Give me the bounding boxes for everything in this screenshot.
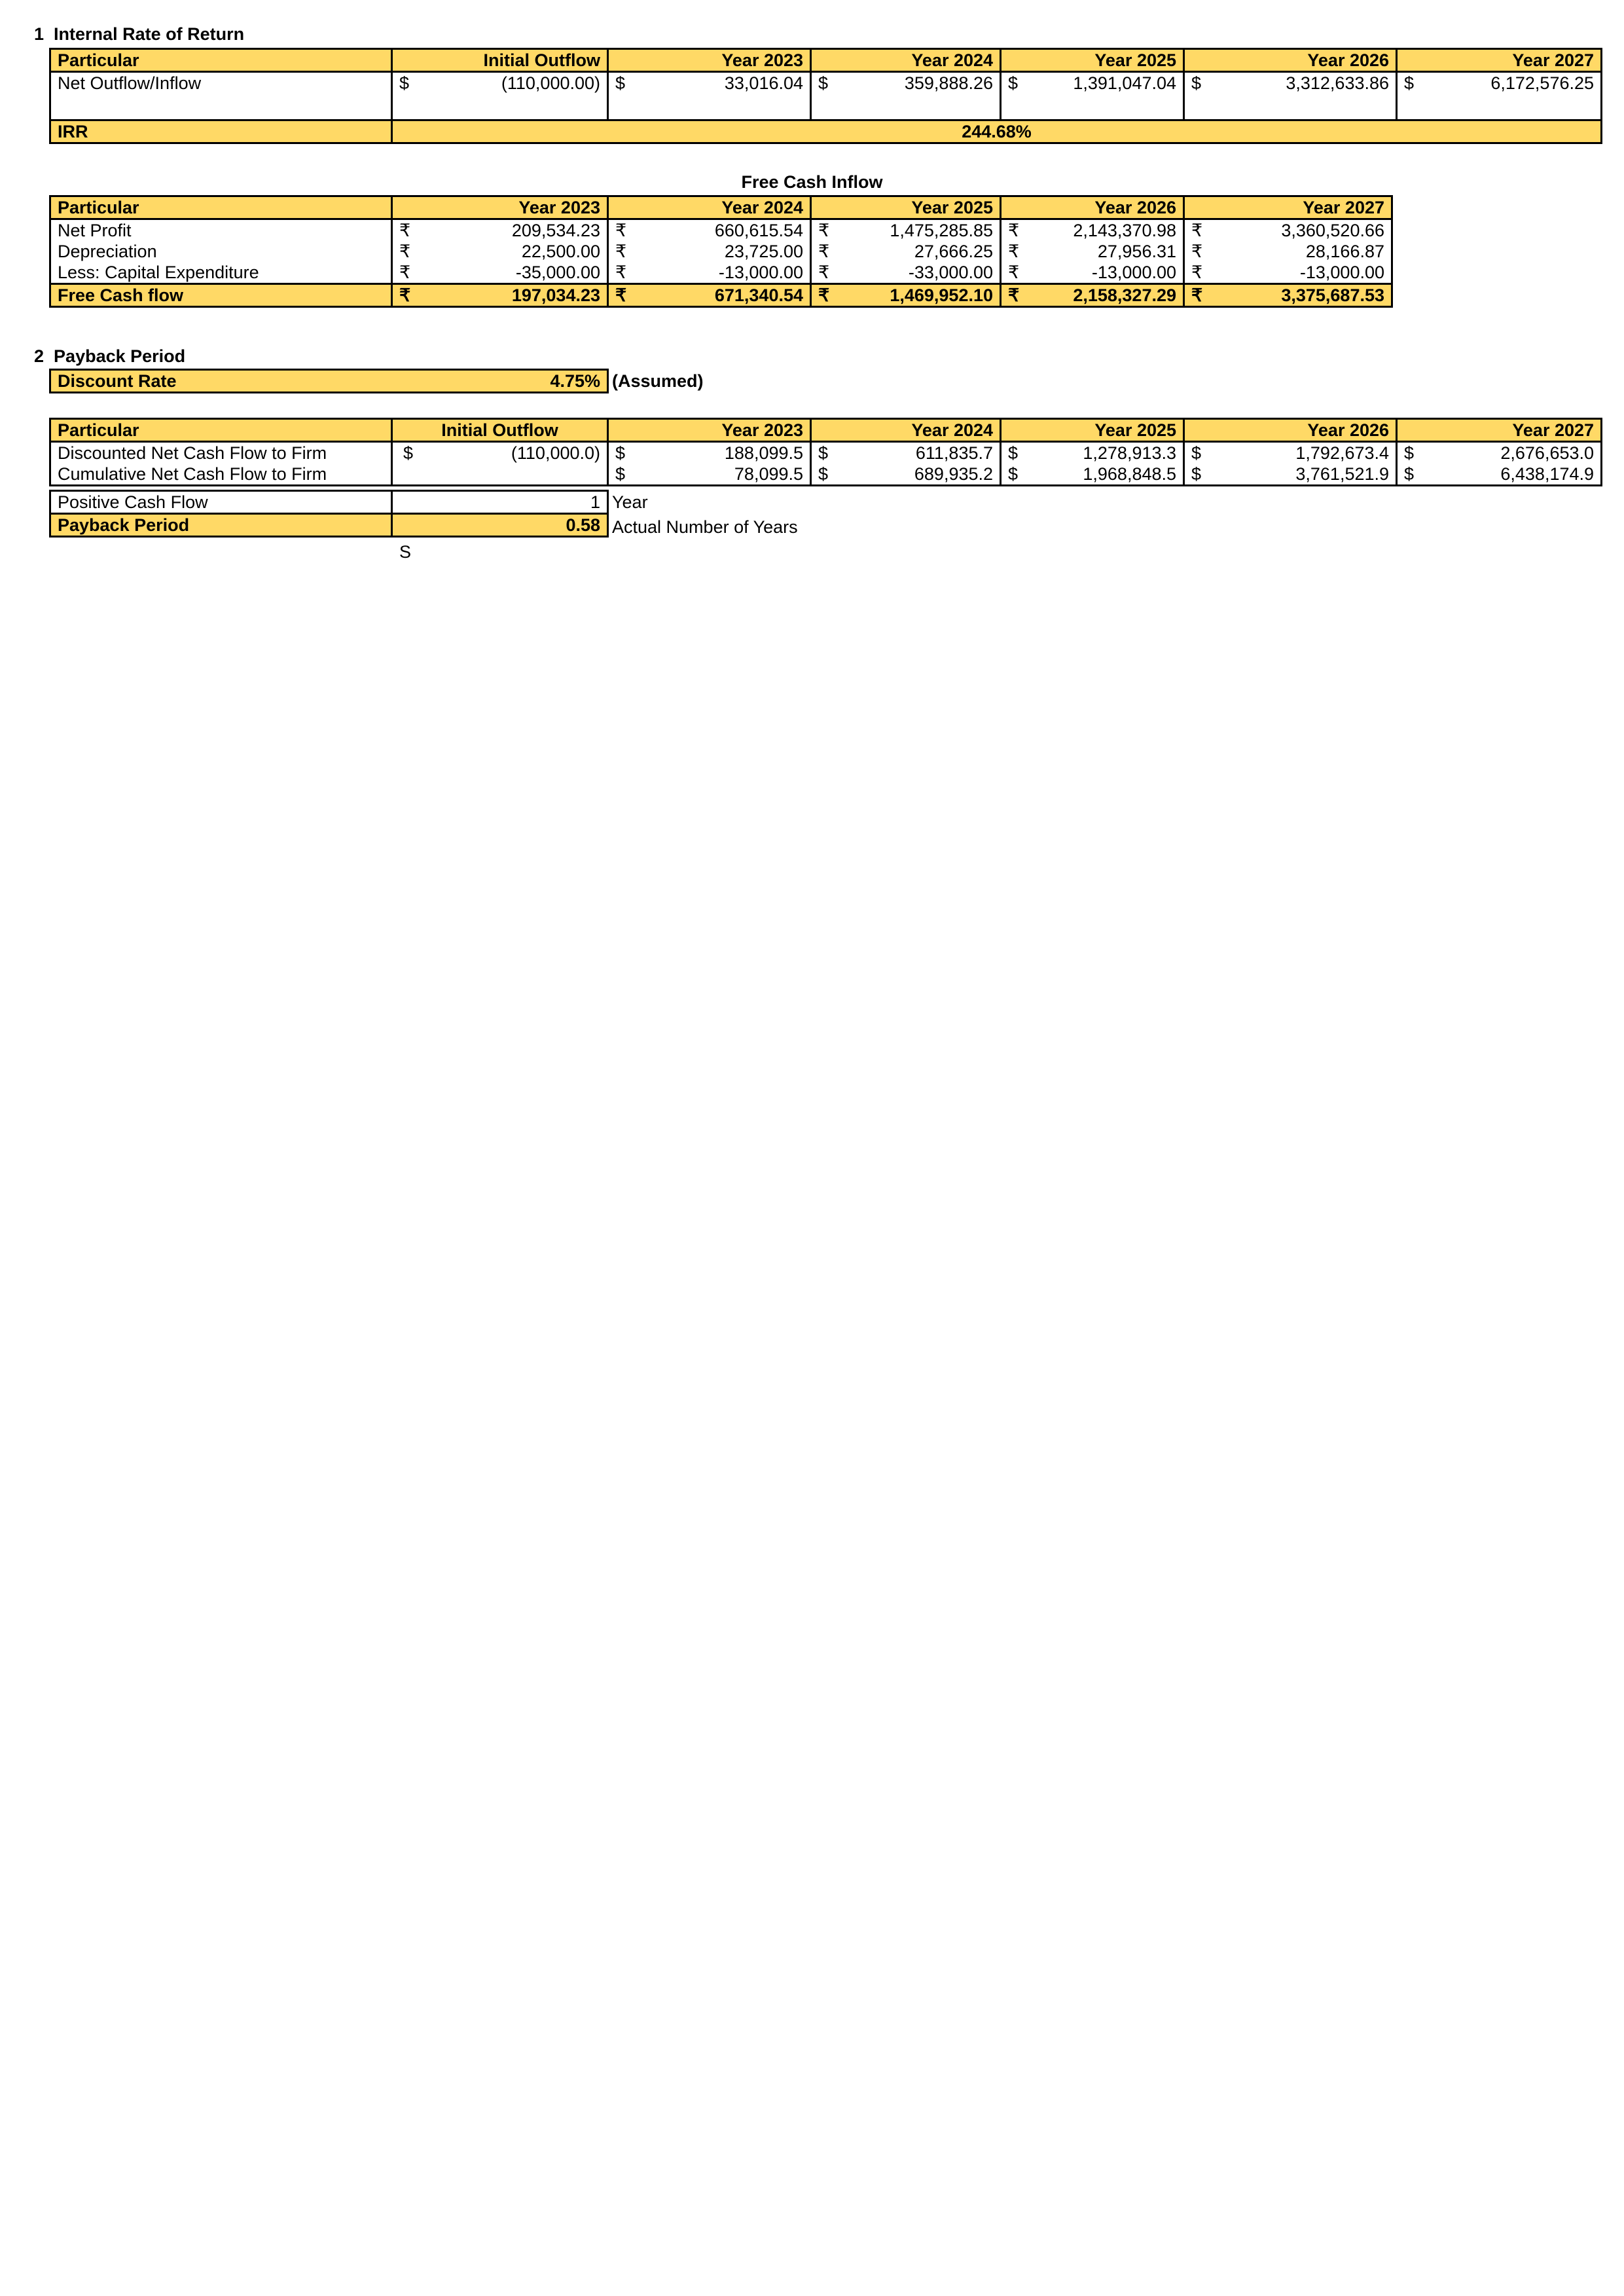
cell-year-2023: 33,016.04: [638, 72, 811, 120]
fcf-header-row: [50, 196, 1392, 219]
payback-discounted-row: [50, 442, 1602, 464]
currency-symbol: $: [392, 72, 422, 120]
cell-year-2023: 188,099.5: [638, 442, 811, 464]
row-label: Free Cash flow: [50, 284, 392, 307]
empty-cell: [392, 464, 422, 486]
section-1-label: Internal Rate of Return: [54, 24, 245, 44]
currency-symbol: ₹: [811, 284, 840, 307]
currency-symbol: $: [1397, 72, 1426, 120]
header-particular: Particular: [50, 196, 392, 219]
header-year-2025: Year 2025: [1001, 49, 1184, 72]
cell-year-2026: -13,000.00: [1030, 262, 1184, 284]
header-year-2025: Year 2025: [1001, 419, 1184, 442]
positive-cash-flow-note: Year: [612, 492, 648, 512]
cell-year-2024: 359,888.26: [840, 72, 1001, 120]
irr-label: IRR: [50, 120, 392, 143]
irr-result-row: [50, 120, 1602, 143]
currency-symbol: ₹: [608, 241, 638, 262]
currency-symbol: $: [1001, 72, 1030, 120]
header-year-2025: Year 2025: [811, 196, 1001, 219]
currency-symbol: ₹: [811, 241, 840, 262]
header-year-2027: Year 2027: [1397, 49, 1602, 72]
positive-cash-flow-row: [50, 491, 608, 514]
cell-year-2025: 1,475,285.85: [840, 219, 1001, 242]
cell-year-2026: 27,956.31: [1030, 241, 1184, 262]
irr-header-row: [50, 49, 1602, 72]
row-label: Net Outflow/Inflow: [50, 72, 392, 120]
cell-year-2024: 660,615.54: [638, 219, 811, 242]
cell-year-2027: 28,166.87: [1214, 241, 1392, 262]
currency-symbol: $: [608, 464, 638, 486]
section-2-title: [34, 346, 185, 367]
currency-symbol: ₹: [811, 219, 840, 242]
currency-symbol: $: [1184, 442, 1214, 464]
currency-symbol: $: [392, 442, 422, 464]
cell-year-2023: -35,000.00: [422, 262, 608, 284]
row-label: Depreciation: [50, 241, 392, 262]
cell-year-2027: 6,438,174.9: [1426, 464, 1602, 486]
header-year-2026: Year 2026: [1184, 49, 1397, 72]
fcf-total-row: [50, 284, 1392, 307]
empty-cell: [422, 464, 608, 486]
cell-year-2026: 2,158,327.29: [1030, 284, 1184, 307]
payback-summary-table: [49, 490, 609, 538]
cell-year-2024: -13,000.00: [638, 262, 811, 284]
fcf-row-capex: [50, 262, 1392, 284]
cell-year-2027: 3,375,687.53: [1214, 284, 1392, 307]
currency-symbol: $: [811, 464, 840, 486]
positive-cash-flow-label: Positive Cash Flow: [50, 491, 392, 514]
discount-rate-value: 4.75%: [392, 370, 608, 393]
header-year-2027: Year 2027: [1397, 419, 1602, 442]
payback-cumulative-row: [50, 464, 1602, 486]
cell-year-2024: 689,935.2: [840, 464, 1001, 486]
cell-year-2027: 2,676,653.0: [1426, 442, 1602, 464]
payback-table: [49, 418, 1602, 486]
cell-year-2027: 6,172,576.25: [1426, 72, 1602, 120]
currency-symbol: ₹: [1001, 262, 1030, 284]
positive-cash-flow-value: 1: [392, 491, 608, 514]
cell-year-2027: 3,360,520.66: [1214, 219, 1392, 242]
currency-symbol: $: [1001, 442, 1030, 464]
stray-text: S: [399, 542, 412, 562]
cell-year-2025: 27,666.25: [840, 241, 1001, 262]
currency-symbol: ₹: [1001, 219, 1030, 242]
cell-year-2023: 22,500.00: [422, 241, 608, 262]
discount-rate-table: [49, 369, 609, 393]
currency-symbol: $: [1397, 464, 1426, 486]
header-year-2023: Year 2023: [392, 196, 608, 219]
cell-year-2026: 3,312,633.86: [1214, 72, 1397, 120]
currency-symbol: ₹: [1184, 219, 1214, 242]
currency-symbol: ₹: [392, 262, 422, 284]
header-particular: Particular: [50, 419, 392, 442]
section-1-title: [34, 24, 244, 45]
currency-symbol: $: [608, 442, 638, 464]
fcf-title: Free Cash Inflow: [741, 172, 883, 192]
discount-rate-label: Discount Rate: [50, 370, 392, 393]
payback-period-row: [50, 514, 608, 537]
currency-symbol: ₹: [1184, 262, 1214, 284]
currency-symbol: ₹: [392, 284, 422, 307]
currency-symbol: ₹: [1184, 284, 1214, 307]
fcf-row-net-profit: [50, 219, 1392, 242]
currency-symbol: $: [1397, 442, 1426, 464]
payback-period-value: 0.58: [392, 514, 608, 537]
payback-period-note: Actual Number of Years: [612, 517, 798, 537]
cell-year-2023: 78,099.5: [638, 464, 811, 486]
header-initial-outflow: Initial Outflow: [392, 49, 608, 72]
currency-symbol: $: [608, 72, 638, 120]
cell-year-2026: 2,143,370.98: [1030, 219, 1184, 242]
currency-symbol: ₹: [811, 262, 840, 284]
currency-symbol: $: [1184, 464, 1214, 486]
section-1-number: 1: [34, 24, 45, 44]
currency-symbol: $: [1184, 72, 1214, 120]
header-year-2024: Year 2024: [811, 49, 1001, 72]
currency-symbol: ₹: [1001, 241, 1030, 262]
currency-symbol: ₹: [608, 219, 638, 242]
cell-year-2023: 197,034.23: [422, 284, 608, 307]
cell-year-2025: 1,278,913.3: [1030, 442, 1184, 464]
fcf-table: [49, 195, 1393, 308]
payback-header-row: [50, 419, 1602, 442]
header-year-2024: Year 2024: [811, 419, 1001, 442]
currency-symbol: ₹: [1001, 284, 1030, 307]
header-year-2027: Year 2027: [1184, 196, 1392, 219]
currency-symbol: $: [1001, 464, 1030, 486]
row-label: Net Profit: [50, 219, 392, 242]
cell-year-2023: 209,534.23: [422, 219, 608, 242]
cell-year-2026: 1,792,673.4: [1214, 442, 1397, 464]
cell-year-2025: 1,469,952.10: [840, 284, 1001, 307]
header-particular: Particular: [50, 49, 392, 72]
irr-value: 244.68%: [392, 120, 1602, 143]
header-year-2023: Year 2023: [608, 419, 811, 442]
fcf-row-depreciation: [50, 241, 1392, 262]
section-2-number: 2: [34, 346, 45, 366]
section-2-label: Payback Period: [54, 346, 186, 366]
payback-period-label: Payback Period: [50, 514, 392, 537]
cell-year-2025: -33,000.00: [840, 262, 1001, 284]
cell-year-2026: 3,761,521.9: [1214, 464, 1397, 486]
cell-year-2025: 1,968,848.5: [1030, 464, 1184, 486]
currency-symbol: $: [811, 442, 840, 464]
cell-year-2024: 611,835.7: [840, 442, 1001, 464]
discount-rate-row: [50, 370, 608, 393]
header-year-2026: Year 2026: [1001, 196, 1184, 219]
header-initial-outflow: Initial Outflow: [392, 419, 608, 442]
currency-symbol: ₹: [608, 262, 638, 284]
currency-symbol: $: [811, 72, 840, 120]
row-label: Discounted Net Cash Flow to Firm: [50, 442, 392, 464]
cell-initial-outflow: (110,000.0): [422, 442, 608, 464]
currency-symbol: ₹: [608, 284, 638, 307]
cell-year-2027: -13,000.00: [1214, 262, 1392, 284]
header-year-2026: Year 2026: [1184, 419, 1397, 442]
cell-year-2025: 1,391,047.04: [1030, 72, 1184, 120]
row-label: Less: Capital Expenditure: [50, 262, 392, 284]
header-year-2023: Year 2023: [608, 49, 811, 72]
row-label: Cumulative Net Cash Flow to Firm: [50, 464, 392, 486]
currency-symbol: ₹: [392, 241, 422, 262]
header-year-2024: Year 2024: [608, 196, 811, 219]
cell-initial-outflow: (110,000.00): [422, 72, 608, 120]
irr-table: [49, 48, 1602, 144]
cell-year-2024: 23,725.00: [638, 241, 811, 262]
currency-symbol: ₹: [392, 219, 422, 242]
currency-symbol: ₹: [1184, 241, 1214, 262]
irr-net-flow-row: [50, 72, 1602, 120]
cell-year-2024: 671,340.54: [638, 284, 811, 307]
discount-rate-note: (Assumed): [612, 371, 704, 391]
